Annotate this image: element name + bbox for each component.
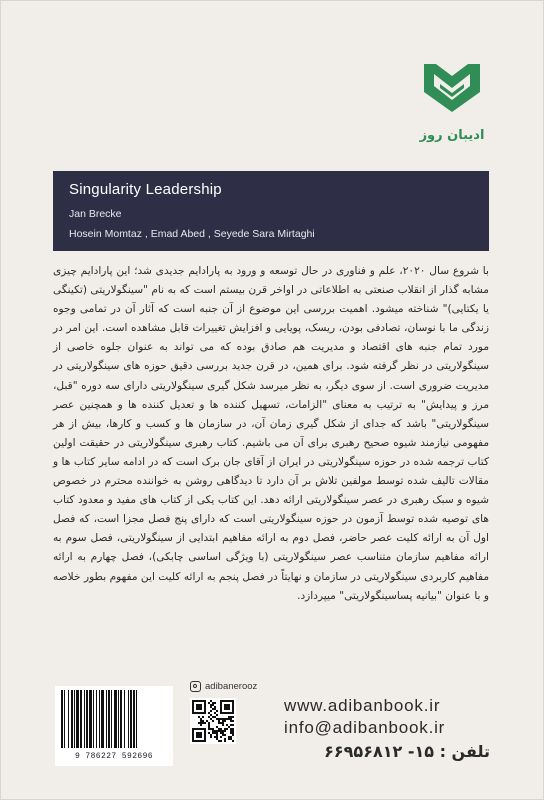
publisher-name: ادیبان روز [419, 128, 485, 143]
description-paragraph: با شروع سال ۲۰۲۰، علم و فناوری در حال توسعه و ورود به پارادایم جدیدی شد؛ این پارادایم چیزی مشابه گذار از انقلاب صنعتی به اطلاعاتی در اواخر قرن بیستم است که به نام "سینگولاریتی (تکینگی یا یکتایی)" شناخته میشود. اهمیت بررسی این موضوع از آن جنبه است که آثار آن در تمامی وجوه زندگی ما با نوسان، تصادفی بودن، ریسک، پویایی و افزایش تغییرات قابل مشاهده است. این امر در مورد تمام جنبه های اقتصاد و مدیریت هم صادق بوده که می تواند به عنوان جلوه خاصی از سینگولاریتی در نظر گرفته شود. برای همین، در قرن جدید بررسی دقیق حوزه های سینگولاریتی در مدیریت ضروری است. از سوی دیگر، به نظر میرسد شکل گیری سینگولاریتی دارای سه دوره "قبل، مرز و پیدایش" به ترتیب به معنای "الزامات، تسهیل کننده ها و تعدیل کننده ها و همچنین عصر سینگولاریتی" باشد که جدای از شکل گیری زمان آن، در سازمان ها و کسب و کارها، بیش از هر مفهومی نیازمند شیوه صحیح رهبری برای آن می باشیم. کتاب رهبری سینگولاریتی در حقیقت اولین کتاب ترجمه شده در حوزه سینگولاریتی در ایران از آقای جان برک است که در ادامه سایر کتاب ها و مقالات تالیف شده توسط مولفین تلاش بر آن دارد تا دیدگاهی روشن به خواننده محترم در خصوص شیوه و سبک رهبری در عصر سینگولاریتی ارائه دهد. این کتاب یکی از کتاب های مفید و معدود کتاب های توصیه شده توسط آزمون در حوزه سینگولاریتی است که دارای پنج فصل مجزا است، که فصل اول آن به ارائه کلیت عصر حاضر، فصل دوم به ارائه مفاهیم ابتدایی از سینگولاریتی، فصل سوم به ارائه مفاهیم سازمان متناسب عصر سینگولاریتی (با ویژگی اساسی چابکی)، فصل چهارم به ارائه مفاهیم کاربردی سینگولاریتی در سازمان و نهایتاً در فصل پنجم به ارائه کلیت این مفهوم بطور خلاصه و با عنوان "بیانیه پساسینگولاریتی" میپردازد. [53, 265, 489, 602]
email-link[interactable]: info@adibanbook.ir [284, 718, 446, 737]
book-author: Jan Brecke [69, 208, 122, 220]
publisher-logo [412, 58, 492, 156]
qr-code [190, 698, 236, 744]
book-description [53, 262, 489, 606]
social-link[interactable] [190, 678, 257, 694]
book-translators: Hosein Momtaz , Emad Abed , Seyede Sara Mirtaghi [69, 228, 315, 240]
phone-number: تلفن : ۱۵- ۶۶۹۵۶۸۱۲ [324, 742, 490, 761]
book-title: Singularity Leadership [69, 181, 222, 198]
website-link[interactable]: www.adibanbook.ir [284, 696, 441, 715]
isbn-barcode [55, 686, 173, 766]
social-handle: adibanerooz [205, 680, 258, 692]
title-band [53, 171, 489, 251]
qr-code-icon [190, 698, 236, 744]
instagram-icon [190, 681, 201, 692]
isbn-number: 9 786227 592696 [74, 752, 153, 761]
book-chevron-icon [420, 58, 484, 122]
barcode-icon [59, 690, 169, 750]
